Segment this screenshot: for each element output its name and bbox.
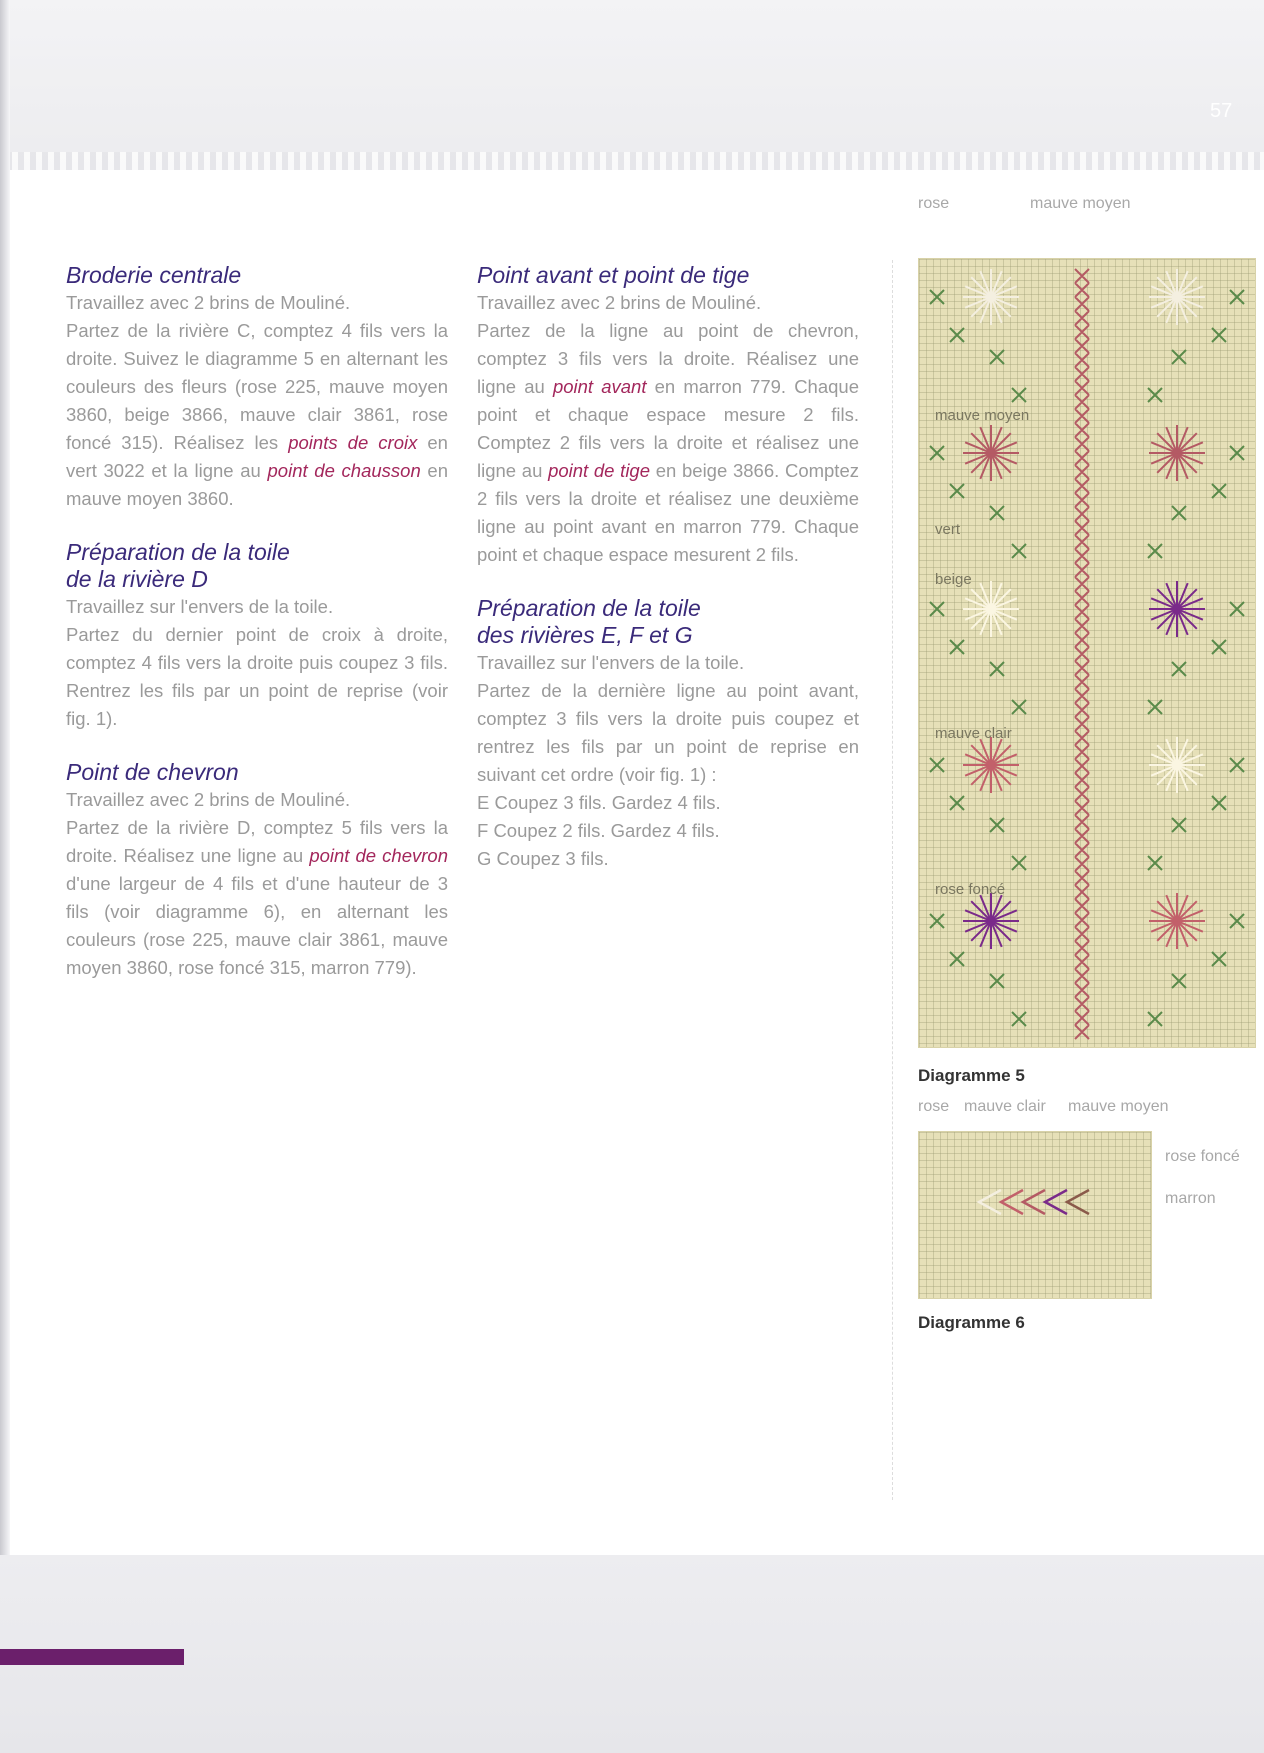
cross-stitch (950, 484, 964, 498)
flower-ray (1157, 589, 1177, 609)
flower-stitch (963, 269, 1019, 325)
page-number: 57 (1210, 100, 1233, 122)
flower-ray (1177, 433, 1197, 453)
column-divider (892, 260, 893, 1500)
list-item: F Coupez 2 fils. Gardez 4 fils. (477, 820, 720, 841)
cross-stitch (930, 914, 944, 928)
text-run: en mauve moyen 3860. (66, 460, 448, 509)
flower-stitch (1149, 893, 1205, 949)
cross-stitch (1012, 544, 1026, 558)
flower-ray (991, 921, 1011, 941)
flower-ray (1157, 921, 1177, 941)
section-point-de-chevron (66, 759, 448, 982)
cross-stitch (1230, 446, 1244, 460)
paragraph (66, 317, 448, 513)
flower-ray (991, 589, 1011, 609)
paragraph: Partez du dernier point de croix à droite, comptez 4 fils vers la droite puis coupez 3 fils. Rentrez les fils par un point de reprise (voir fig. 1). (66, 624, 448, 729)
diagram5-inner-label: vert (935, 521, 961, 538)
diagram-6-stitches (919, 1132, 1151, 1298)
flower-ray (971, 297, 991, 317)
chevron-stitch (979, 1190, 1001, 1214)
cross-stitch (930, 446, 944, 460)
cross-stitch (990, 818, 1004, 832)
list-item: G Coupez 3 fils. (477, 848, 609, 869)
title-line: de la rivière D (66, 566, 208, 592)
stitch-term: point de chausson (267, 460, 421, 481)
section-title (477, 595, 859, 649)
list-item: E Coupez 3 fils. Gardez 4 fils. (477, 792, 721, 813)
diagram-6-caption: Diagramme 6 (918, 1313, 1025, 1332)
flower-stitch (1149, 737, 1205, 793)
diagram5-inner-label: mauve moyen (935, 407, 1030, 424)
flower-ray (971, 609, 991, 629)
flower-ray (1177, 901, 1197, 921)
text-run: d'une largeur de 4 fils et d'une hauteur de 3 fils (voir diagramme 6), en alternant les couleurs (rose 225, mauve clair 3861, mauve moyen 3860, rose foncé 315, marron 779). (66, 873, 448, 978)
stitch-term: point avant (552, 376, 647, 397)
cross-stitch (1172, 818, 1186, 832)
cross-stitch (1148, 856, 1162, 870)
text-run: en beige 3866. Comptez 2 fils vers la droite et réalisez une deuxième ligne au point avant en marron 779. Chaque point et chaque espace mesurent 2 fils. (477, 460, 859, 565)
flower-ray (971, 453, 991, 473)
diagram-5-grid (918, 258, 1256, 1048)
paragraph: Partez de la dernière ligne au point avant, comptez 3 fils vers la droite puis coupez et rentrez les fils par un point de reprise en suivant cet ordre (voir fig. 1) : (477, 680, 859, 785)
flower-ray (971, 765, 991, 785)
cross-stitch (1172, 974, 1186, 988)
flower-ray (1177, 765, 1197, 785)
paragraph: Travaillez avec 2 brins de Mouliné. (66, 292, 351, 313)
diagram5-label-mauve-moyen: mauve moyen (1030, 195, 1131, 212)
chevron-stitch (1001, 1190, 1023, 1214)
title-line: Préparation de la toile (477, 595, 701, 621)
stitch-term: points de croix (288, 432, 418, 453)
text-run: en vert 3022 et la ligne au (66, 432, 448, 481)
page-footer-band (0, 1555, 1264, 1753)
diagram6-label-mauve-clair: mauve clair (964, 1098, 1046, 1115)
flower-ray (991, 297, 1011, 317)
flower-ray (991, 765, 1011, 785)
page-header-band (0, 0, 1264, 170)
cross-stitch (1172, 506, 1186, 520)
paragraph (477, 317, 859, 569)
cross-stitch (1212, 328, 1226, 342)
cross-stitch (1172, 662, 1186, 676)
diagram-5-stitches (919, 259, 1255, 1047)
flower-ray (1157, 277, 1177, 297)
section-point-avant-tige (477, 262, 859, 569)
diagram6-label-rose-fonce: rose foncé (1165, 1148, 1240, 1165)
flower-ray (991, 453, 1011, 473)
paragraph: Travaillez avec 2 brins de Mouliné. (477, 292, 762, 313)
section-title: Broderie centrale (66, 262, 242, 288)
chevron-stitch (1067, 1190, 1089, 1214)
cross-stitch (1012, 388, 1026, 402)
flower-ray (1177, 277, 1197, 297)
flower-ray (1177, 297, 1197, 317)
paragraph: Travaillez sur l'envers de la toile. (477, 652, 745, 673)
section-title (66, 539, 448, 593)
cross-stitch (1230, 758, 1244, 772)
paragraph (66, 814, 448, 982)
paragraph: Travaillez sur l'envers de la toile. (66, 596, 334, 617)
flower-ray (971, 745, 991, 765)
diagram6-label-marron: marron (1165, 1190, 1216, 1207)
cross-stitch (1012, 1012, 1026, 1026)
text-run: Partez de la ligne au point de chevron, comptez 3 fils vers la droite. Réalisez une ligne au (477, 320, 859, 397)
flower-stitch (963, 425, 1019, 481)
flower-ray (1157, 297, 1177, 317)
cross-stitch (1230, 914, 1244, 928)
paragraph: Travaillez avec 2 brins de Mouliné. (66, 789, 351, 810)
flower-ray (1177, 745, 1197, 765)
cross-stitch (1148, 388, 1162, 402)
flower-ray (1157, 745, 1177, 765)
flower-ray (1157, 453, 1177, 473)
cross-stitch (930, 758, 944, 772)
flower-ray (1157, 609, 1177, 629)
flower-stitch (1149, 269, 1205, 325)
cross-stitch (1172, 350, 1186, 364)
cross-stitch (1212, 640, 1226, 654)
herringbone-stitch-line (1075, 269, 1089, 1039)
chevron-stitch (1045, 1190, 1067, 1214)
flower-ray (1177, 921, 1197, 941)
flower-ray (1177, 589, 1197, 609)
cross-stitch (930, 602, 944, 616)
cross-stitch (1212, 796, 1226, 810)
cross-stitch (990, 974, 1004, 988)
section-broderie-centrale (66, 262, 448, 513)
flower-ray (971, 901, 991, 921)
cross-stitch (950, 328, 964, 342)
diagram-5-caption: Diagramme 5 (918, 1066, 1025, 1085)
cross-stitch (1148, 1012, 1162, 1026)
diagram6-label-rose: rose (918, 1098, 950, 1115)
chevron-stitch (1023, 1190, 1045, 1214)
stitch-term: point de chevron (309, 845, 448, 866)
flower-ray (991, 901, 1011, 921)
flower-ray (991, 609, 1011, 629)
cross-stitch (990, 506, 1004, 520)
flower-ray (971, 589, 991, 609)
cross-stitch (950, 952, 964, 966)
cross-stitch (1012, 856, 1026, 870)
cross-stitch (1012, 700, 1026, 714)
flower-ray (991, 433, 1011, 453)
flower-ray (971, 921, 991, 941)
diagram5-label-rose: rose (918, 195, 950, 212)
title-line: des rivières E, F et G (477, 622, 693, 648)
flower-ray (991, 277, 1011, 297)
section-title: Point avant et point de tige (477, 262, 750, 288)
cross-stitch (990, 662, 1004, 676)
cross-stitch (1230, 602, 1244, 616)
text-run: Partez de la rivière D, comptez 5 fils vers la droite. Réalisez une ligne au (66, 817, 448, 866)
flower-ray (971, 277, 991, 297)
cross-stitch (950, 640, 964, 654)
cross-stitch (990, 350, 1004, 364)
diagram5-inner-label: beige (935, 571, 972, 588)
flower-stitch (963, 893, 1019, 949)
stitch-term: point de tige (548, 460, 651, 481)
flower-ray (971, 433, 991, 453)
cross-stitch (930, 290, 944, 304)
flower-ray (1157, 433, 1177, 453)
cross-stitch (1212, 952, 1226, 966)
flower-ray (1177, 453, 1197, 473)
flower-ray (1157, 901, 1177, 921)
diagram5-inner-label: rose foncé (935, 881, 1006, 898)
diagram-6-grid (918, 1131, 1152, 1299)
flower-stitch (1149, 581, 1205, 637)
footer-accent-bar (0, 1649, 184, 1665)
flower-stitch (963, 737, 1019, 793)
section-title: Point de chevron (66, 759, 239, 785)
section-preparation-rivieres-efg (477, 595, 859, 873)
binding-shadow (0, 0, 10, 1753)
flower-ray (991, 745, 1011, 765)
text-column-2 (477, 262, 859, 899)
flower-stitch (963, 581, 1019, 637)
cross-stitch (1148, 544, 1162, 558)
lace-border (0, 152, 1264, 170)
title-line: Préparation de la toile (66, 539, 290, 565)
text-run: Partez de la rivière C, comptez 4 fils vers la droite. Suivez le diagramme 5 en alternant les couleurs des fleurs (rose 225, mauve moyen 3860, beige 3866, mauve clair 3861, rose foncé 315). Réalisez les (66, 320, 448, 453)
diagram5-inner-label: mauve clair (935, 725, 1012, 742)
cross-stitch (1148, 700, 1162, 714)
cross-stitch (1230, 290, 1244, 304)
flower-ray (1177, 609, 1197, 629)
flower-ray (1157, 765, 1177, 785)
section-preparation-riviere-d (66, 539, 448, 733)
cross-stitch (950, 796, 964, 810)
flower-stitch (1149, 425, 1205, 481)
diagram6-label-mauve-moyen: mauve moyen (1068, 1098, 1169, 1115)
text-column-1 (66, 262, 448, 1008)
text-run: en marron 779. Chaque point et chaque espace mesure 2 fils. Comptez 2 fils vers la droite et réalisez une ligne au (477, 376, 860, 481)
cross-stitch (1212, 484, 1226, 498)
